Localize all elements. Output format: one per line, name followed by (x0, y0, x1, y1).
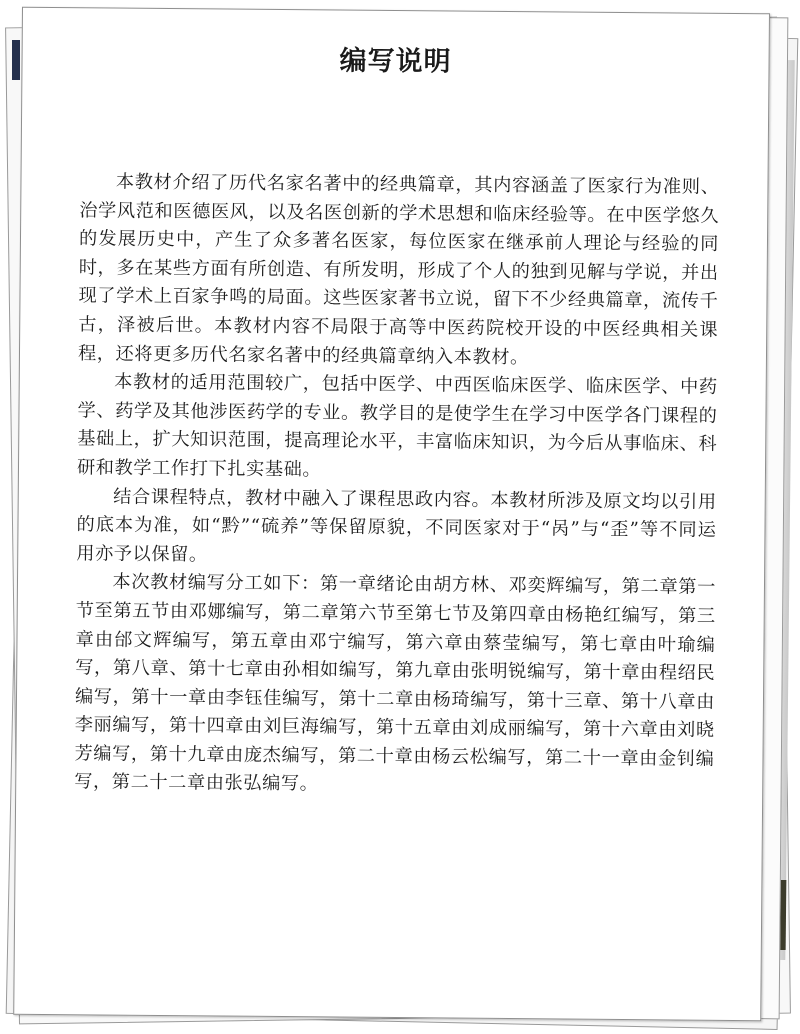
book-cover-edge (12, 40, 20, 80)
paragraph-scope: 本教材的适用范围较广，包括中医学、中西医临床医学、临床医学、中药学、药学及其他涉医药学的专业。教学目的是使学生在学习中医学各门课程的基础上，扩大知识范围，提高理论水平，丰富临床知识，为今后从事临床、科研和教学工作打下扎实基础。 (76, 371, 718, 481)
paragraph-features: 结合课程特点，教材中融入了课程思政内容。本教材所涉及原文均以引用的底本为准，如“黔”“硫养”等保留原貌，不同医家对于“呙”与“歪”等不同运用亦予以保留。 (76, 486, 717, 566)
document-body (74, 168, 719, 803)
page-title: 编写说明 (339, 45, 452, 78)
document-page (13, 7, 770, 1021)
paragraph-intro: 本教材介绍了历代名家名著中的经典篇章，其内容涵盖了医家行为准则、治学风范和医德医风，以及名医创新的学术思想和临床经验等。在中医学悠久的发展历史中，产生了众多著名医家，每位医家在继承前人理论与经验的同时，多在某些方面有所创造、有所发明，形成了个人的独到见解与学说，并出现了学术上百家争鸣的局面。这些医家著书立说，留下不少经典篇章，流传千古，泽被后世。本教材内容不局限于高等中医药院校开设的中医经典相关课程，还将更多历代名家名著中的经典篇章纳入本教材。 (77, 171, 720, 368)
paragraph-authors: 本次教材编写分工如下：第一章绪论由胡方林、邓奕辉编写，第二章第一节至第五节由邓娜编写，第二章第六节至第七节及第四章由杨艳红编写，第三章由邰文辉编写，第五章由邓宁编写，第六章由蔡莹编写，第七章由叶瑜编写，第八章、第十七章由孙相如编写，第九章由张明锐编写，第十章由程绍民编写，第十一章由李钰佳编写，第十二章由杨琦编写，第十三章、第十八章由李丽编写，第十四章由刘巨海编写，第十五章由刘成丽编写，第十六章由刘晓芳编写，第十九章由庞杰编写，第二十章由杨云松编写，第二十一章由金钊编写，第二十二章由张弘编写。 (74, 571, 717, 795)
